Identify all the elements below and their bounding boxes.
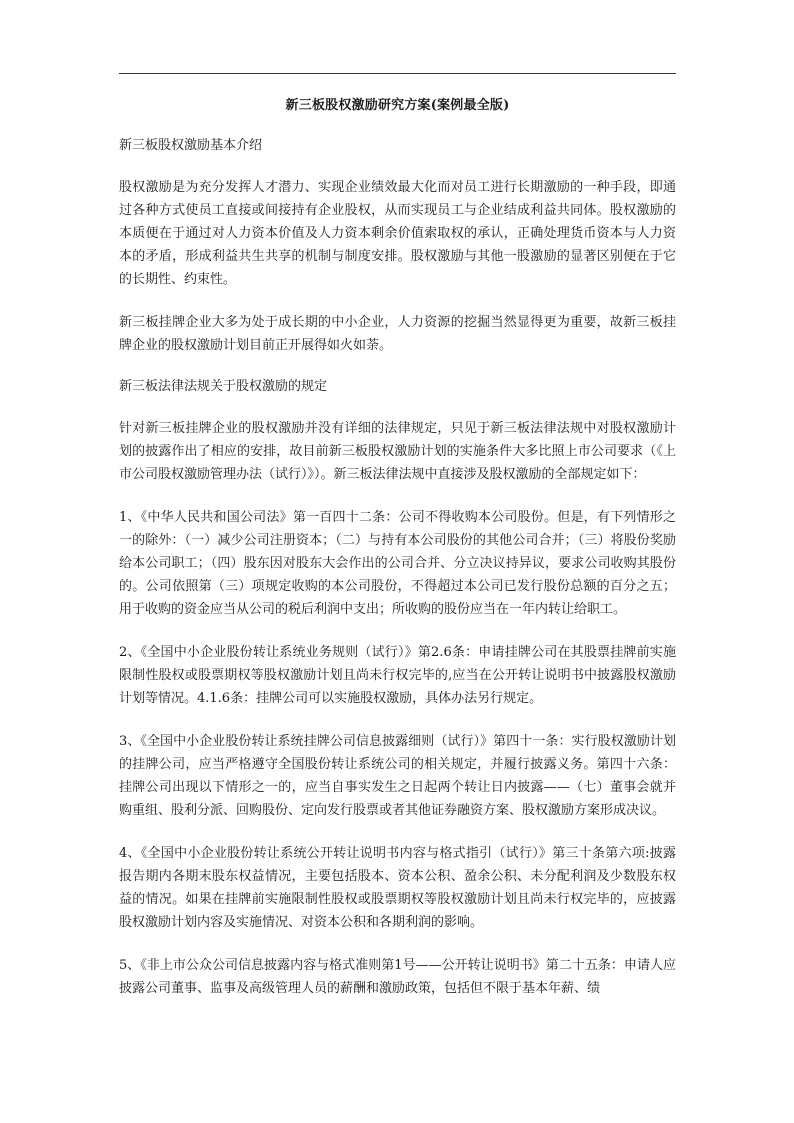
- paragraph-regulation-4: 4、《全国中小企业股份转让系统公开转让说明书内容与格式指引（试行）》第三十条第六项:披露报告期内各期末股东权益情况，主要包括股本、资本公积、盈余公积、未分配利润及少数股东权益的情况。如果在挂牌前实施限制性股权或股票期权等股权激励计划且尚未行权完毕的，应披露股权激励计划内容及实施情况、对资本公积和各期利润的影响。: [119, 846, 676, 930]
- paragraph-regulation-2: 2、《全国中小企业股份转让系统业务规则（试行）》第2.6条：申请挂牌公司在其股票挂牌前实施限制性股权或股票期权等股权激励计划且尚未行权完毕的,应当在公开转让说明书中披露股权激励计划等情况。4.1.6条：挂牌公司可以实施股权激励，具体办法另行规定。: [119, 645, 676, 706]
- paragraph-intro-definition: 股权激励是为充分发挥人才潜力、实现企业绩效最大化而对员工进行长期激励的一种手段，即通过各种方式使员工直接或间接持有企业股权，从而实现员工与企业结成利益共同体。股权激励的本质便在于通过对人力资本价值及人力资本剩余价值索取权的承认，正确处理货币资本与人力资本的矛盾，形成利益共生共享的机制与制度安排。股权激励与其他一股激励的显著区别便在于它的长期性、约束性。: [119, 180, 676, 287]
- paragraph-regulations-overview: 针对新三板挂牌企业的股权激励并没有详细的法律规定，只见于新三板法律法规中对股权激励计划的披露作出了相应的安排，故目前新三板股权激励计划的实施条件大多比照上市公司要求（《上市公司股权激励管理办法（试行）》）。新三板法律法规中直接涉及股权激励的全部规定如下：: [119, 421, 676, 482]
- document-title: 新三板股权激励研究方案(案例最全版): [285, 98, 510, 113]
- document-body: [119, 96, 676, 1020]
- section-heading-regulations: 新三板法律法规关于股权激励的规定: [119, 379, 328, 394]
- paragraph-regulation-3: 3、《全国中小企业股份转让系统挂牌公司信息披露细则（试行）》第四十一条：实行股权激励计划的挂牌公司，应当严格遵守全国股份转让系统公司的相关规定，并履行披露义务。第四十六条：挂牌公司出现以下情形之一的，应当自事实发生之日起两个转让日内披露——（七）董事会就并购重组、股利分派、回购股份、定向发行股票或者其他证券融资方案、股权激励方案形成决议。: [119, 734, 676, 818]
- section-heading-intro: 新三板股权激励基本介绍: [119, 138, 263, 153]
- paragraph-regulation-1: 1、《中华人民共和国公司法》第一百四十二条：公司不得收购本公司股份。但是，有下列情形之一的除外：（一）减少公司注册资本；（二）与持有本公司股份的其他公司合并；（三）将股份奖励给本公司职工；（四）股东因对股东大会作出的公司合并、分立决议持异议，要求公司收购其股份的。公司依照第（三）项规定收购的本公司股份，不得超过本公司已发行股份总额的百分之五；用于收购的资金应当从公司的税后利润中支出；所收购的股份应当在一年内转让给职工。: [119, 510, 676, 617]
- paragraph-regulation-5: 5、《非上市公众公司信息披露内容与格式准则第1号——公开转让说明书》第二十五条：申请人应披露公司董事、监事及高级管理人员的薪酬和激励政策，包括但不限于基本年薪、绩: [119, 958, 676, 996]
- header-rule: [119, 73, 676, 74]
- paragraph-intro-nto: 新三板挂牌企业大多为处于成长期的中小企业，人力资源的挖掘当然显得更为重要，故新三板挂牌企业的股权激励计划目前正开展得如火如荼。: [119, 315, 676, 353]
